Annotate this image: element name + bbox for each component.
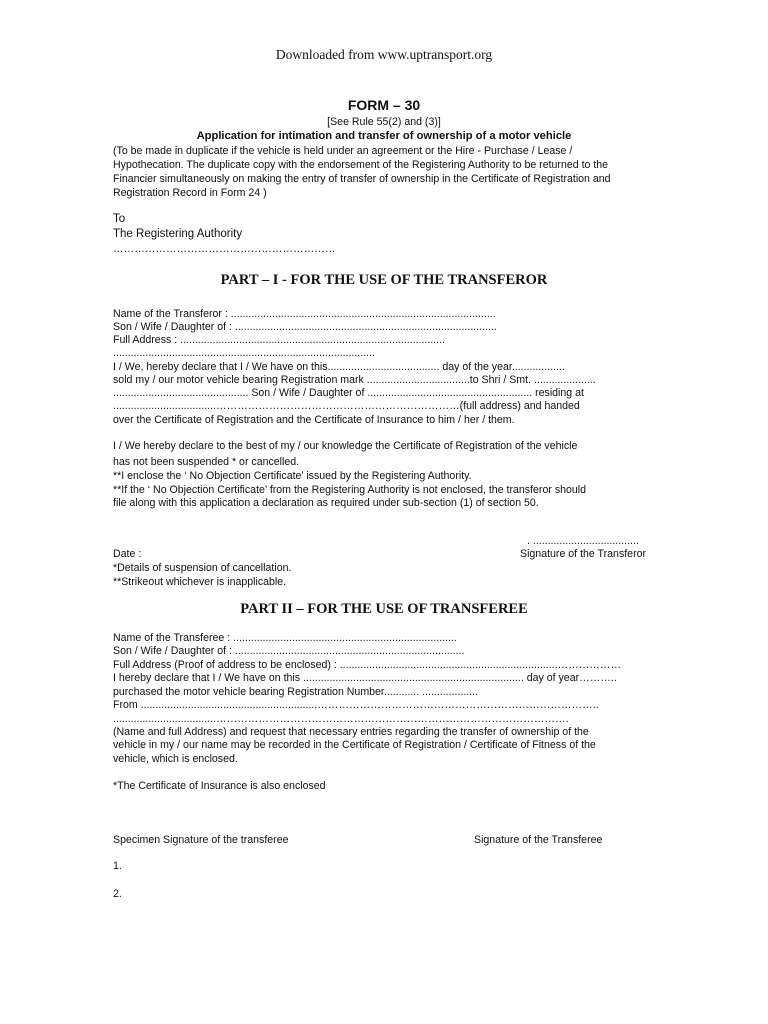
transferee-parent-line: Son / Wife / Daughter of : ..............................................................................	[113, 645, 465, 657]
request-line: (Name and full Address) and request that necessary entries regarding the transfer of ownership of the	[113, 726, 589, 738]
transferor-signature-dots: . ....................................	[527, 535, 639, 547]
noc-enclosed-line: **I enclose the ‘ No Objection Certificate’ issued by the Registering Authority.	[113, 470, 472, 482]
intro-line: (To be made in duplicate if the vehicle is held under an agreement or the Hire - Purchase / Lease /	[113, 145, 573, 157]
specimen-signature-label: Specimen Signature of the transferee	[113, 834, 289, 846]
registering-authority-dots: ………………………………………………………	[113, 243, 336, 255]
date-label: Date :	[113, 548, 142, 560]
sale-declaration-line: ...................................……………………………………………………………(full address) and handed	[113, 400, 580, 412]
transferee-name-line: Name of the Transferee : ............................................................................	[113, 632, 457, 644]
noc-not-enclosed-line: **If the ‘ No Objection Certificate’ from the Registering Authority is not enclosed, the transferor should	[113, 484, 587, 496]
from-line: From ............................................................……………………………………………………………………..	[113, 699, 599, 711]
insurance-note: *The Certificate of Insurance is also enclosed	[113, 780, 326, 792]
request-line: vehicle in my / our name may be recorded in the Certificate of Registration / Certificate of Fitness of the	[113, 739, 596, 751]
sale-declaration-line: sold my / our motor vehicle bearing Registration mark ...................................to Shri / Smt. .....................	[113, 374, 596, 386]
knowledge-declaration-line: has not been suspended * or cancelled.	[113, 456, 300, 468]
download-source-note: Downloaded from www.uptransport.org	[275, 47, 493, 62]
sale-declaration-line: I / We, hereby declare that I / We have on this...................................... day of the year..................	[113, 361, 565, 373]
part-1-title: PART – I - FOR THE USE OF THE TRANSFEROR	[220, 272, 548, 288]
to-label: To	[113, 213, 126, 225]
transferor-signature-label: Signature of the Transferor	[520, 548, 647, 560]
suspension-note: *Details of suspension of cancellation.	[113, 562, 292, 574]
intro-line: Hypothecation. The duplicate copy with the endorsement of the Registering Authority to be returned to the	[113, 159, 609, 171]
transferee-signature-label: Signature of the Transferee	[474, 834, 603, 846]
strikeout-note: **Strikeout whichever is inapplicable.	[113, 576, 287, 588]
from-line-2: ...................................……………………………………………………………………………………….	[113, 713, 569, 725]
transferee-address-line: Full Address (Proof of address to be enclosed) : ..........................................................................………………	[113, 659, 622, 671]
specimen-number: 1.	[113, 860, 122, 872]
intro-line: Registration Record in Form 24 )	[113, 187, 267, 199]
registration-number-line: purchased the motor vehicle bearing Registration Number............ ...................	[113, 686, 479, 698]
purchase-declaration-line: I hereby declare that I / We have on this ........................................................................... day of year………..	[113, 672, 617, 684]
noc-not-enclosed-line: file along with this application a declaration as required under sub-section (1) of section 50.	[113, 497, 539, 509]
transferor-address-line: Full Address : ..........................................................................................	[113, 334, 446, 346]
transferor-name-line: Name of the Transferor : ..........................................................................................	[113, 308, 496, 320]
registering-authority-label: The Registering Authority	[113, 228, 243, 240]
rule-reference: [See Rule 55(2) and (3)]	[327, 116, 441, 128]
specimen-number: 2.	[113, 888, 122, 900]
knowledge-declaration-line: I / We hereby declare to the best of my / our knowledge the Certificate of Registration of the vehicle	[113, 440, 578, 452]
form-subtitle: Application for intimation and transfer of ownership of a motor vehicle	[196, 130, 572, 142]
transferor-address-line-2: .........................................................................................	[113, 347, 375, 359]
request-line: vehicle, which is enclosed.	[113, 753, 238, 765]
sale-declaration-line: over the Certificate of Registration and the Certificate of Insurance to him / her / them.	[113, 414, 515, 426]
intro-line: Financier simultaneously on making the entry of transfer of ownership in the Certificate of Registration and	[113, 173, 611, 185]
sale-declaration-line: .............................................. Son / Wife / Daughter of ........................................................ residing at	[113, 387, 584, 399]
part-2-title: PART II – FOR THE USE OF TRANSFEREE	[240, 601, 528, 617]
transferor-parent-line: Son / Wife / Daughter of : .........................................................................................	[113, 321, 497, 333]
form-title: FORM – 30	[347, 97, 421, 113]
